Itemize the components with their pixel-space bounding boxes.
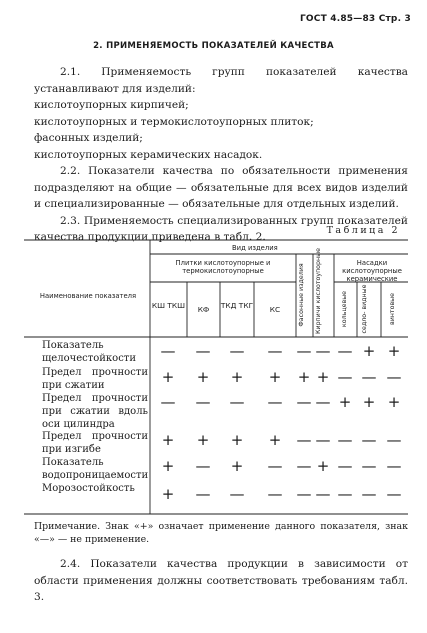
dash-mark: —: [315, 393, 331, 411]
list-item: кислотоупорных и термокислотоупорных плиток;: [34, 115, 314, 128]
dash-mark: —: [267, 485, 283, 503]
dash-mark: —: [386, 431, 402, 449]
header-kind: Вид изделия: [232, 244, 278, 252]
plus-mark: +: [161, 368, 175, 386]
dash-mark: —: [195, 485, 211, 503]
dash-mark: —: [337, 457, 353, 475]
plus-mark: +: [387, 393, 401, 411]
col-ks: КС: [269, 305, 281, 314]
paragraph-2-4: 2.4. Показатели качества продукции в зависимости от области применения должны соответствовать требованиям табл. 3.: [34, 558, 408, 603]
list-item: фасонных изделий;: [34, 132, 143, 144]
table-row-label: Морозостойкость: [42, 483, 135, 494]
dash-mark: —: [315, 342, 331, 360]
table-row-label: Предел прочности при сжатии: [42, 367, 148, 391]
dash-mark: —: [160, 342, 176, 360]
col-ring: кольцевые: [341, 290, 348, 328]
dash-mark: —: [267, 457, 283, 475]
table-note: Примечание. Знак «+» означает применение данного показателя, знак «—» — не применение.: [34, 521, 408, 545]
paragraph-2-1: 2.1. Применяемость групп показателей качества устанавливают для изделий:: [34, 66, 408, 95]
dash-mark: —: [229, 342, 245, 360]
dash-mark: —: [229, 485, 245, 503]
plus-mark: +: [362, 342, 376, 360]
plus-mark: +: [268, 368, 282, 386]
dash-mark: —: [195, 393, 211, 411]
table-caption: Таблица 2: [326, 225, 400, 236]
table-row-label: Предел прочности при изгибе: [42, 431, 148, 455]
plus-mark: +: [338, 393, 352, 411]
dash-mark: —: [386, 368, 402, 386]
table-row-label: Показатель водопроницаемости: [42, 457, 149, 481]
col-ksh-tksh: КШ ТКШ: [151, 301, 186, 310]
dash-mark: —: [361, 457, 377, 475]
plus-mark: +: [161, 485, 175, 503]
dash-mark: —: [296, 457, 312, 475]
paragraph-2-3: 2.3. Применяемость специализированных групп показателей качества продукции приведена в табл. 2.: [34, 214, 408, 243]
plus-mark: +: [196, 368, 210, 386]
dash-mark: —: [296, 485, 312, 503]
plus-mark: +: [362, 393, 376, 411]
plus-mark: +: [161, 457, 175, 475]
dash-mark: —: [361, 431, 377, 449]
plus-mark: +: [297, 368, 311, 386]
dash-mark: —: [361, 368, 377, 386]
dash-mark: —: [267, 393, 283, 411]
group-nozzles: Насадки кислотоупорные керамические: [342, 259, 402, 283]
col-kf: КФ: [197, 305, 210, 314]
col-shaped: Фасонные изделия: [298, 263, 305, 327]
plus-mark: +: [230, 368, 244, 386]
group-tiles: Плитки кислотоупорные и термокислотоупорные: [175, 259, 271, 275]
list-item: кислотоупорных керамических насадок.: [34, 148, 263, 161]
header-indicator: Наименование показателя: [39, 292, 137, 300]
dash-mark: —: [386, 485, 402, 503]
dash-mark: —: [361, 485, 377, 503]
plus-mark: +: [316, 457, 330, 475]
plus-mark: +: [268, 431, 282, 449]
table-row-label: Предел прочности при сжатии вдоль оси цилиндра: [42, 393, 148, 430]
plus-mark: +: [316, 368, 330, 386]
dash-mark: —: [337, 485, 353, 503]
table-row-label: Показатель щелочестойкости: [42, 340, 137, 364]
dash-mark: —: [315, 485, 331, 503]
col-helix: винтовые: [389, 293, 396, 325]
dash-mark: —: [296, 342, 312, 360]
plus-mark: +: [230, 431, 244, 449]
dash-mark: —: [229, 393, 245, 411]
dash-mark: —: [337, 368, 353, 386]
document-header: ГОСТ 4.85—83 Стр. 3: [299, 14, 411, 24]
dash-mark: —: [337, 342, 353, 360]
dash-mark: —: [386, 457, 402, 475]
plus-mark: +: [196, 431, 210, 449]
dash-mark: —: [267, 342, 283, 360]
paragraph-2-2: 2.2. Показатели качества по обязательности применения подразделяют на общие — обязательные для всех видов изделий и специализированные — обязательные для отдельных изделий.: [34, 165, 408, 210]
dash-mark: —: [296, 431, 312, 449]
dash-mark: —: [160, 393, 176, 411]
dash-mark: —: [337, 431, 353, 449]
section-title: 2. ПРИМЕНЯЕМОСТЬ ПОКАЗАТЕЛЕЙ КАЧЕСТВА: [93, 41, 334, 51]
col-saddle: седло- видные: [361, 284, 368, 334]
col-bricks: Кирпичи кислотоупорные: [315, 248, 322, 334]
dash-mark: —: [195, 342, 211, 360]
plus-mark: +: [387, 342, 401, 360]
plus-mark: +: [161, 431, 175, 449]
plus-mark: +: [230, 457, 244, 475]
col-tkd-tkg: ТКД ТКГ: [220, 301, 254, 310]
list-item: кислотоупорных кирпичей;: [34, 99, 189, 111]
dash-mark: —: [296, 393, 312, 411]
dash-mark: —: [315, 431, 331, 449]
dash-mark: —: [195, 457, 211, 475]
